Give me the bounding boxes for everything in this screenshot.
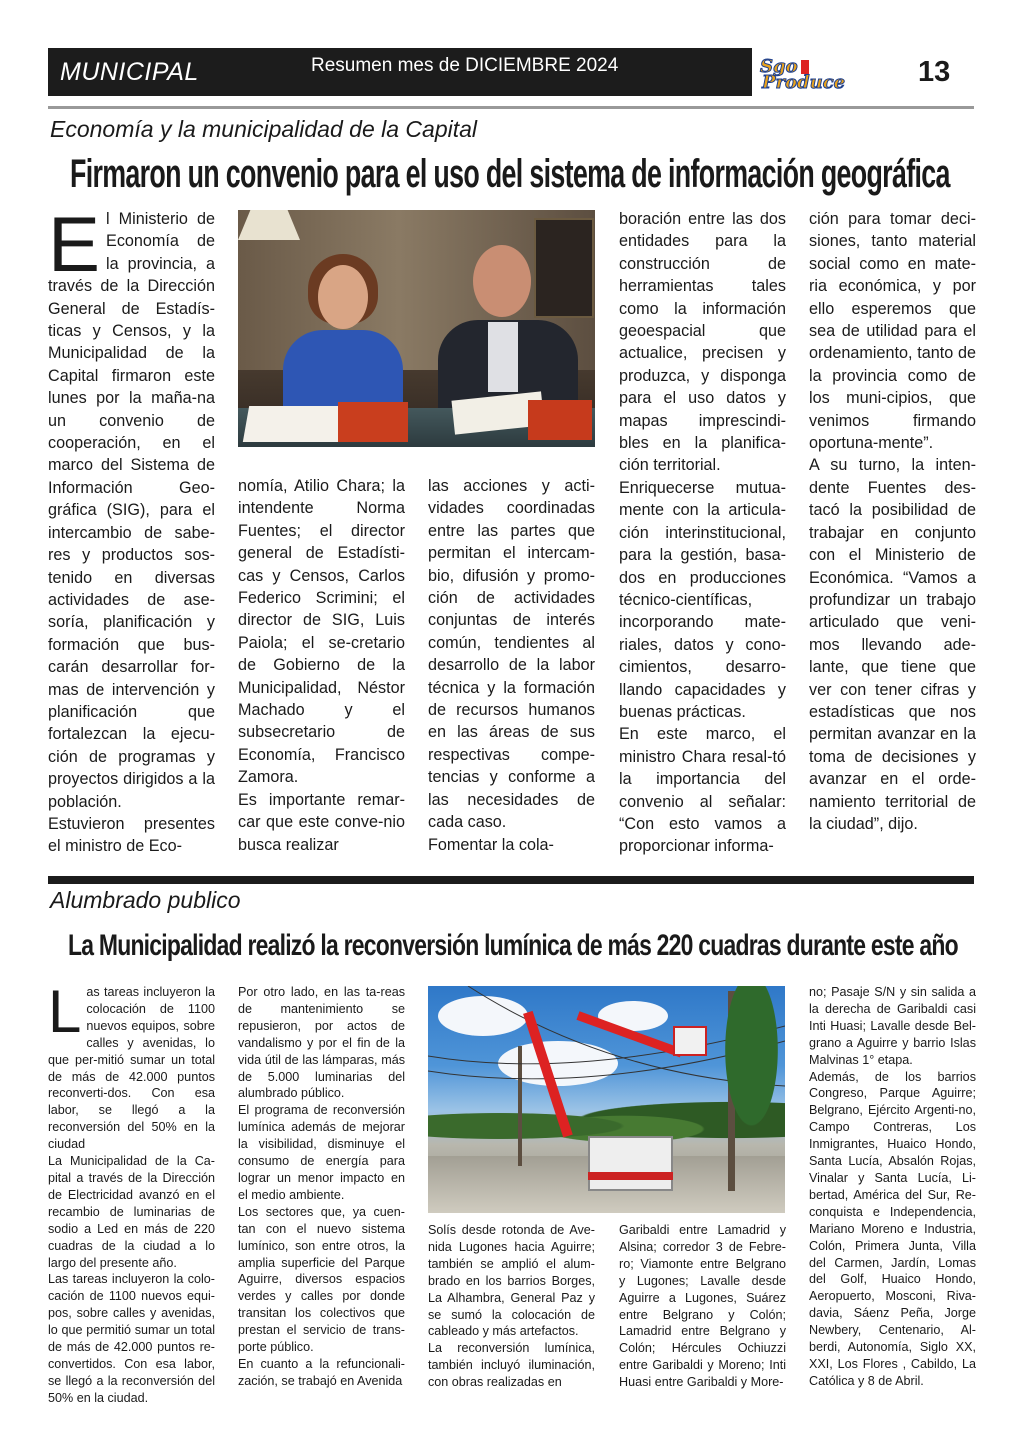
paragraph: Solís desde rotonda de Ave-nida Lugones hacia Aguirre; también se amplió el alum-brado en los barrios Borges, La Alhambra, General Paz y se sumó la colocación de cableado y más artefactos.	[428, 1223, 595, 1339]
article-column-2	[238, 984, 405, 1390]
paragraph: Garibaldi entre Lamadrid y Alsina; corredor 3 de Febre-ro; Viamonte entre Belgrano y Lugones; Lavalle desde Aguirre a Lugones, Suárez entre Belgrano y Colón; Lamadrid entre Belgrano y Colón; Hércules Ochiuzzi entre Garibaldi y Moreno; Inti Huasi entre Garibaldi y More-	[619, 1223, 786, 1390]
paragraph: boración entre las dos entidades para la construcción de herramientas tales como la información geoespacial que actualice, precisen y produzca, y disponga para el uso datos y mapas imprescindi-bles en la planifica-ción territorial.	[619, 210, 786, 475]
paragraph: ción para tomar deci-siones, tanto material social como en mate-ria económica, y por ello esperemos que sea de utilidad para el ordenamiento, tanto de la provincia como de los muni-cipios, que venimos firmando oportuna-mente”.	[809, 210, 976, 453]
paragraph: l Ministerio de Economía de la provincia, a través de la Dirección General de Estadís-ticas y Censos, y la Municipalidad de la Capital firmaron este lunes por la maña-na un convenio de cooperación, en el marco del Sistema de Información Geo-gráfica (SIG), para el intercambio de sabe-res y productos sos-tenido en diversas actividades de ase-soría, planificación y formación que bus-carán desarrollar for-mas de intervención y planificación que fortalezcan la ejecu-ción de programas y proyectos dirigidos a la población.	[48, 210, 215, 811]
article-column-3	[428, 475, 595, 856]
paragraph: Los sectores que, ya cuen-tan con el nuevo sistema lumínico, son entre otros, la amplia superficie del Parque Aguirre, diversos espacios verdes y calles por donde transitan los colectivos que prestan el servicio de trans-porte público.	[238, 1204, 405, 1355]
header-rule	[48, 106, 974, 109]
paragraph: Estuvieron presentes el ministro de Eco-	[48, 814, 215, 856]
article-kicker: Alumbrado publico	[50, 887, 241, 913]
picture-frame-shape	[534, 218, 594, 318]
page-number: 13	[918, 56, 951, 88]
logo-word-2: Produce	[762, 72, 846, 93]
paragraph: as tareas incluyeron la colocación de 1100 nuevos equipos, sobre calles y avenidas, lo que per-mitió sumar un total de más de 42.000 puntos reconverti-dos. Con esa labor, se llegó a la reconversión del 50% en la ciudad	[48, 985, 215, 1152]
paragraph: La Municipalidad de la Ca-pital a través de la Dirección de Electricidad avanzó en el recambio de luminarias de sodio a Led en más de 220 cuadras de la ciudad a lo largo del presente año.	[48, 1154, 215, 1270]
paragraph: las acciones y acti-vidades coordinadas entre las partes que permitan el intercam-bio, difusión y promo-ción de actividades conjuntas de interés común, tendientes al desarrollo de la labor técnica y la formación de recursos humanos en las áreas de sus respectivas compe-tencias y conforme a las necesidades de cada caso.	[428, 477, 595, 832]
signing-photo	[238, 210, 595, 447]
paragraph: En este marco, el ministro Chara resal-tó la importancia del convenio al señalar: “Con esto vamos a proporcionar informa-	[619, 725, 786, 856]
paragraph: no; Pasaje S/N y sin salida a la derecha de Garibaldi casi Inti Huasi; Lavalle desde Bel-grano a Aguirre y barrio Islas Malvinas 1° etapa.	[809, 985, 976, 1067]
drop-cap: L	[48, 978, 82, 1045]
paragraph: Por otro lado, en las ta-reas de mantenimiento se repusieron, por actos de vandalismo y por el fin de la vida útil de las lámparas, más de 5.000 luminarias del alumbrado público.	[238, 985, 405, 1101]
street-lighting-photo	[428, 986, 785, 1213]
paragraph: Las tareas incluyeron la colo-cación de 1100 nuevos equi-pos, sobre calles y avenidas, lo que permitió sumar un total de más de 42.000 puntos re-convertidos. Con esa labor, se llegó a la reconversión del 50% en la ciudad.	[48, 1272, 215, 1405]
article-column-5	[809, 984, 976, 1390]
paragraph: La reconversión lumínica, también incluyó iluminación, con obras realizadas en	[428, 1341, 595, 1390]
paragraph: Enriquecerse mutua-mente con la articula-ción interinstitucional, para la gestión, basa-dos en producciones técnico-científicas, incorporando mate-riales, datos y cono-cimientos, desarro-llando capacidades y buenas prácticas.	[619, 478, 786, 721]
article-column-1	[48, 200, 215, 858]
paragraph: Es importante remar-car que este conve-nio busca realizar	[238, 790, 405, 854]
article-kicker: Economía y la municipalidad de la Capital	[50, 116, 478, 142]
paragraph: Además, de los barrios Congreso, Parque Aguirre; Belgrano, Ejército Argenti-no, Campo Contreras, Los Inmigrantes, Huaico Hondo, Santa Lucía, Absalón Rojas, Vinalar y Santa Lucía, Li-bertad, América del Sur, Re-conquista e Independencia, Mariano Moreno e Industria, Colón, Primera Junta, Villa del Carmen, Jardín, Lomas del Golf, Huaico Hondo, Aeropuerto, Mosconi, Riva-davia, Sáenz Peña, Jorge Newbery, Centenario, Al-berdi, Autonomía, Siglo XX, XXI, Los Flores , Cabildo, La Católica y 8 de Abril.	[809, 1069, 976, 1388]
paragraph: En cuanto a la refuncionali-zación, se trabajó en Avenida	[238, 1356, 405, 1388]
section-label: MUNICIPAL	[60, 58, 199, 86]
article-column-4	[619, 208, 786, 858]
article-column-1	[48, 978, 215, 1407]
article-headline: La Municipalidad realizó la reconversión lumínica de más 220 cuadras durante este año	[68, 929, 958, 962]
article-column-5	[809, 208, 976, 835]
logo-word-1: Sgo	[760, 56, 798, 77]
issue-title: Resumen mes de DICIEMBRE 2024	[311, 55, 619, 76]
paragraph: El programa de reconversión lumínica además de mejorar la visibilidad, disminuye el consumo de energía para lograr un menor impacto en el medio ambiente.	[238, 1103, 405, 1202]
article-column-2	[238, 475, 405, 856]
article-column-3	[428, 1222, 595, 1391]
paragraph: Fomentar la cola-	[428, 835, 554, 854]
publication-logo	[760, 56, 900, 92]
drop-cap: E	[48, 200, 101, 288]
article-headline: Firmaron un convenio para el uso del sistema de información geográfica	[70, 152, 950, 196]
article-column-4	[619, 1222, 786, 1391]
section-header-bar	[48, 48, 752, 96]
utility-truck	[588, 1136, 673, 1191]
article-divider	[48, 876, 974, 884]
lift-bucket	[673, 1026, 707, 1056]
paragraph: A su turno, la inten-dente Fuentes des-tacó la posibilidad de trabajar en conjunto con el Ministerio de Económica. “Vamos a profundizar un trabajo articulado que veni-mos llevando ade-lante, que tiene que ver con tener cifras y estadísticas que nos permitan avanzar en la toma de decisiones y avanzar en el orde-namiento territorial de la ciudad”, dijo.	[809, 456, 976, 833]
paragraph: nomía, Atilio Chara; la intendente Norma Fuentes; el director general de Estadísti-cas y Censos, Carlos Federico Scrimini; el director de SIG, Luis Paiola; el se-cretario de Gobierno de la Municipalidad, Néstor Machado y el subsecretario de Economía, Francisco Zamora.	[238, 477, 405, 787]
